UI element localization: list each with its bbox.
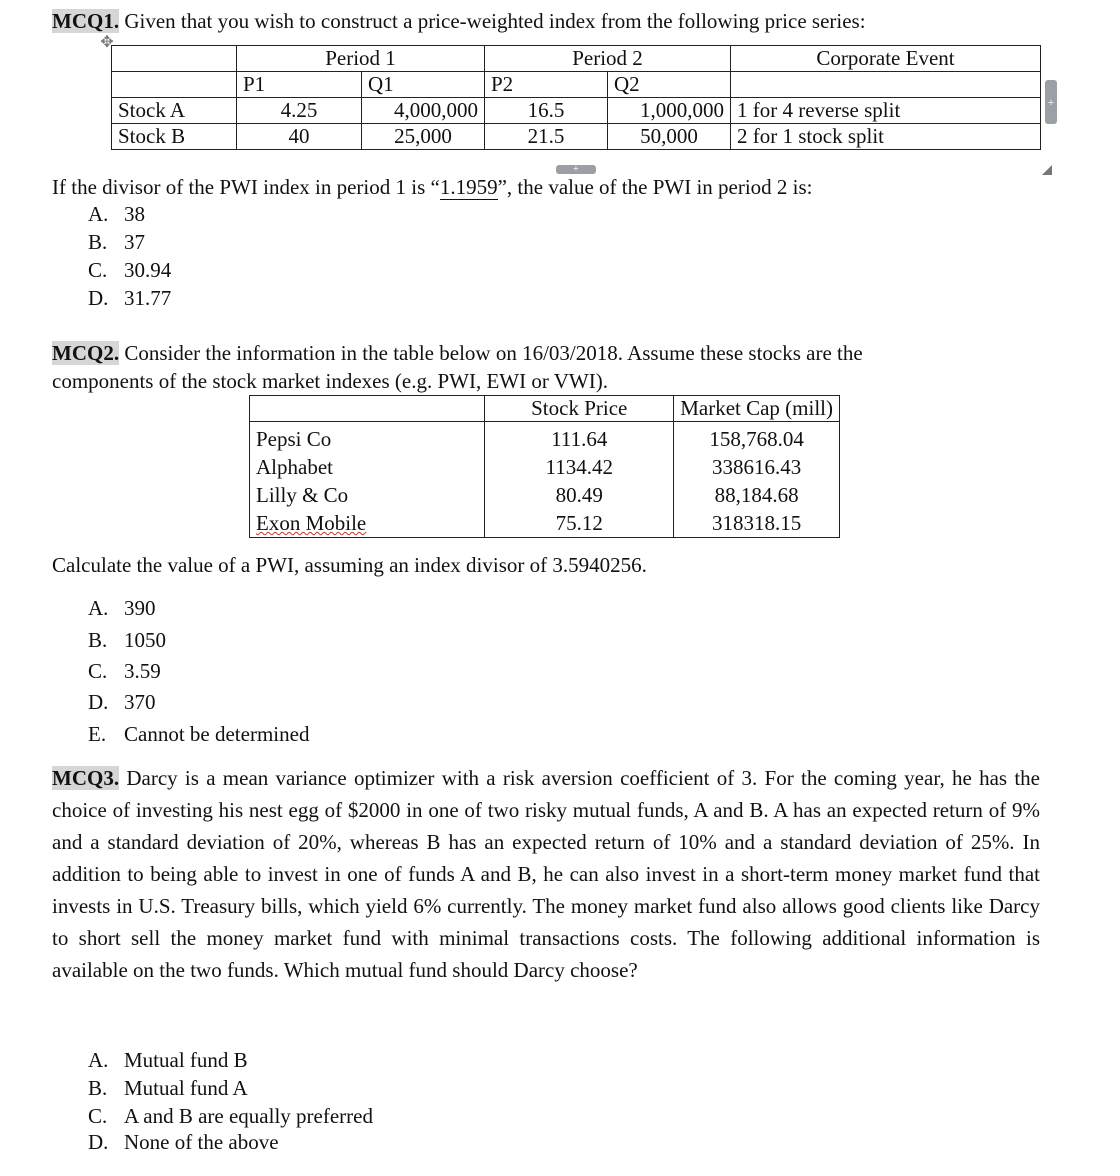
market-cap: 318318.15 [674,509,840,538]
mcq1-option-d [88,285,171,311]
stock-name: Stock B [112,124,237,150]
option-letter: A. [88,202,109,226]
mcq2-option-e [88,721,309,747]
p2-value: 16.5 [485,98,608,124]
stock-name: Lilly & Co [250,481,485,509]
event-value: 2 for 1 stock split [731,124,1041,150]
mcq2-intro-text1: Consider the information in the table below on 16/03/2018. Assume these stocks are the [124,341,863,365]
option-text: Mutual fund B [124,1048,248,1072]
event-value: 1 for 4 reverse split [731,98,1041,124]
mcq1-question-post: ”, the value of the PWI in period 2 is: [497,175,813,199]
mcq1-label: MCQ1. [52,9,120,33]
mcq2-label: MCQ2. [52,341,120,365]
mcq2-intro-text2: components of the stock market indexes (e.g. PWI, EWI or VWI). [52,369,608,393]
period1-header: Period 1 [237,46,485,72]
p1-value: 4.25 [237,98,362,124]
option-text: 390 [124,596,156,620]
q2-value: 50,000 [608,124,731,150]
mcq3-body [52,762,1040,986]
option-text: 1050 [124,628,166,652]
stock-price: 80.49 [485,481,674,509]
empty-cell [112,46,237,72]
option-letter: D. [88,690,109,714]
mcq1-question-pre: If the divisor of the PWI index in period 1 is “ [52,175,440,199]
option-letter: C. [88,1104,108,1128]
add-column-handle-icon[interactable]: + [1045,80,1057,124]
stock-price-header: Stock Price [485,396,674,422]
mcq2-option-d [88,689,156,715]
add-row-handle-icon[interactable]: + [556,165,596,174]
table-row [250,422,840,454]
option-letter: E. [88,722,107,746]
q2-value: 1,000,000 [608,98,731,124]
mcq2-option-b [88,627,166,653]
option-letter: D. [88,1130,109,1154]
table-row [250,453,840,481]
mcq1-intro-text: Given that you wish to construct a price-weighted index from the following price series: [124,9,866,33]
mcq3-body-text: Darcy is a mean variance optimizer with a risk aversion coefficient of 3. For the coming year, he has the choice of investing his nest egg of $2000 in one of two risky mutual funds, A and B. A has an expected return of 9% and a standard deviation of 20%, whereas B has an expected return of 10% and a standard deviation of 25%. In addition to being able to invest in one of funds A and B, he can also invest in a short-term money market fund that invests in U.S. Treasury bills, which yield 6% currently. The money market fund also allows good clients like Darcy to short sell the money market fund with minimal transactions costs. The following additional information is available on the two funds. Which mutual fund should Darcy choose? [52,766,1041,982]
table-move-handle-icon[interactable]: ✥ [100,34,114,51]
corporate-event-header: Corporate Event [731,46,1041,72]
mcq1-question [52,172,813,202]
mcq2-header-row [250,396,840,422]
table-row [112,124,1041,150]
option-letter: A. [88,1048,109,1072]
stock-price: 111.64 [485,422,674,454]
mcq1-sub-header-row [112,72,1041,98]
stock-name: Alphabet [250,453,485,481]
option-letter: B. [88,1076,108,1100]
option-text: 37 [124,230,145,254]
stock-name [250,509,485,538]
q1-value: 4,000,000 [362,98,485,124]
mcq2-question: Calculate the value of a PWI, assuming an index divisor of 3.5940256. [52,553,647,577]
option-text: Mutual fund A [124,1076,248,1100]
mcq3-option-a [88,1047,248,1073]
mcq2-option-c [88,658,161,684]
option-text: 30.94 [124,258,172,282]
p2-value: 21.5 [485,124,608,150]
option-letter: B. [88,230,108,254]
stock-price: 1134.42 [485,453,674,481]
period2-header: Period 2 [485,46,731,72]
option-text: 370 [124,690,156,714]
q2-header: Q2 [608,72,731,98]
mcq3-option-d [88,1129,279,1155]
table-row [112,98,1041,124]
p1-value: 40 [237,124,362,150]
mcq3-option-b [88,1075,248,1101]
option-letter: A. [88,596,109,620]
mcq2-intro [52,339,863,395]
mcq2-stock-table [249,395,840,538]
table-row [250,481,840,509]
market-cap: 338616.43 [674,453,840,481]
option-letter: C. [88,659,108,683]
market-cap: 158,768.04 [674,422,840,454]
empty-cell [112,72,237,98]
empty-cell [250,396,485,422]
stock-name: Pepsi Co [250,422,485,454]
exon-mobile-label: Exon Mobile [256,511,367,535]
stock-price: 75.12 [485,509,674,538]
p1-header: P1 [237,72,362,98]
option-text: 3.59 [124,659,161,683]
mcq1-price-table [111,45,1041,150]
mcq1-group-header-row [112,46,1041,72]
p2-header: P2 [485,72,608,98]
mcq2-intro-line1 [52,339,863,367]
mcq3-label: MCQ3. [52,766,120,790]
mcq1-divisor: 1.1959 [439,175,498,199]
stock-name: Stock A [112,98,237,124]
q1-header: Q1 [362,72,485,98]
option-text: A and B are equally preferred [124,1104,373,1128]
option-text: Cannot be determined [124,722,310,746]
mcq1-option-c [88,257,171,283]
q1-value: 25,000 [362,124,485,150]
mcq1-intro [52,6,866,36]
mcq2-option-a [88,595,156,621]
option-letter: B. [88,628,108,652]
option-letter: D. [88,286,109,310]
option-letter: C. [88,258,108,282]
market-cap: 88,184.68 [674,481,840,509]
market-cap-header: Market Cap (mill) [674,396,840,422]
empty-cell [731,72,1041,98]
option-text: 31.77 [124,286,172,310]
mcq1-option-a [88,201,145,227]
option-text: 38 [124,202,145,226]
table-resize-handle-icon[interactable] [1042,165,1052,175]
option-text: None of the above [124,1130,279,1154]
mcq1-option-b [88,229,145,255]
table-row [250,509,840,538]
mcq3-option-c [88,1103,373,1129]
